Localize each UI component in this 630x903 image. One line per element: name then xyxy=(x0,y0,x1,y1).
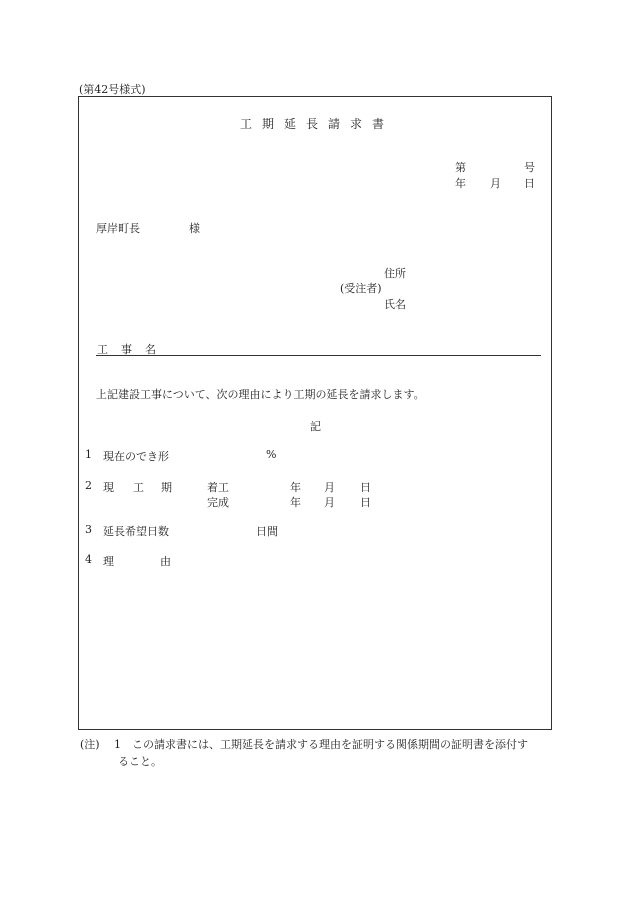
item4-number: 4 xyxy=(85,553,92,566)
title-char: 長 xyxy=(306,117,319,131)
item1-number: 1 xyxy=(85,448,92,461)
item4-label-char: 理 xyxy=(103,555,114,568)
note-prefix: (注) xyxy=(80,738,100,751)
end-label: 完成 xyxy=(207,496,229,509)
end-year-label: 年 xyxy=(290,496,301,509)
contractor-role-label: (受注者) xyxy=(340,282,382,295)
dai-label: 第 xyxy=(455,161,466,174)
end-month-label: 月 xyxy=(324,496,335,509)
note-number: 1 xyxy=(114,738,121,751)
form-title xyxy=(240,115,386,132)
form-frame xyxy=(78,96,552,730)
go-label: 号 xyxy=(524,161,535,174)
title-char: 期 xyxy=(262,117,275,131)
item2-label-char: 期 xyxy=(161,481,172,494)
day-label: 日 xyxy=(524,177,535,190)
item3-number: 3 xyxy=(85,523,92,536)
project-label-char: 名 xyxy=(145,343,156,356)
start-day-label: 日 xyxy=(360,481,371,494)
title-char: 書 xyxy=(372,117,385,131)
end-day-label: 日 xyxy=(360,496,371,509)
title-char: 請 xyxy=(328,117,341,131)
title-char: 延 xyxy=(284,117,297,131)
name-label: 氏名 xyxy=(384,298,406,311)
title-char: 求 xyxy=(350,117,363,131)
item2-label xyxy=(103,479,175,495)
start-year-label: 年 xyxy=(290,481,301,494)
month-label: 月 xyxy=(490,177,501,190)
year-label: 年 xyxy=(455,177,466,190)
project-label-char: 工 xyxy=(97,343,108,356)
project-name-underline xyxy=(96,343,541,356)
item2-label-char: 工 xyxy=(133,481,144,494)
start-label: 着工 xyxy=(207,481,229,494)
start-month-label: 月 xyxy=(324,481,335,494)
addressee-honorific: 様 xyxy=(189,222,200,235)
ki-heading: 記 xyxy=(310,420,321,433)
item2-number: 2 xyxy=(85,479,92,492)
item3-unit: 日間 xyxy=(256,525,278,538)
item4-label-char: 由 xyxy=(160,555,171,568)
note-line-1: この請求書には、工期延長を請求する理由を証明する関係期間の証明書を添付す xyxy=(132,738,528,751)
item1-unit: % xyxy=(266,448,277,461)
project-name-label xyxy=(97,341,159,357)
request-statement: 上記建設工事について、次の理由により工期の延長を請求します。 xyxy=(96,388,425,401)
project-label-char: 事 xyxy=(121,343,132,356)
addressee-name: 厚岸町長 xyxy=(96,222,140,235)
item2-label-char: 現 xyxy=(103,481,114,494)
title-char: 工 xyxy=(240,117,253,131)
item1-label: 現在のでき形 xyxy=(103,450,169,463)
item3-label: 延長希望日数 xyxy=(103,525,169,538)
note-line-2: ること。 xyxy=(118,755,162,768)
item4-label xyxy=(103,553,174,569)
form-number: (第42号様式) xyxy=(79,83,146,96)
address-label: 住所 xyxy=(384,267,406,280)
